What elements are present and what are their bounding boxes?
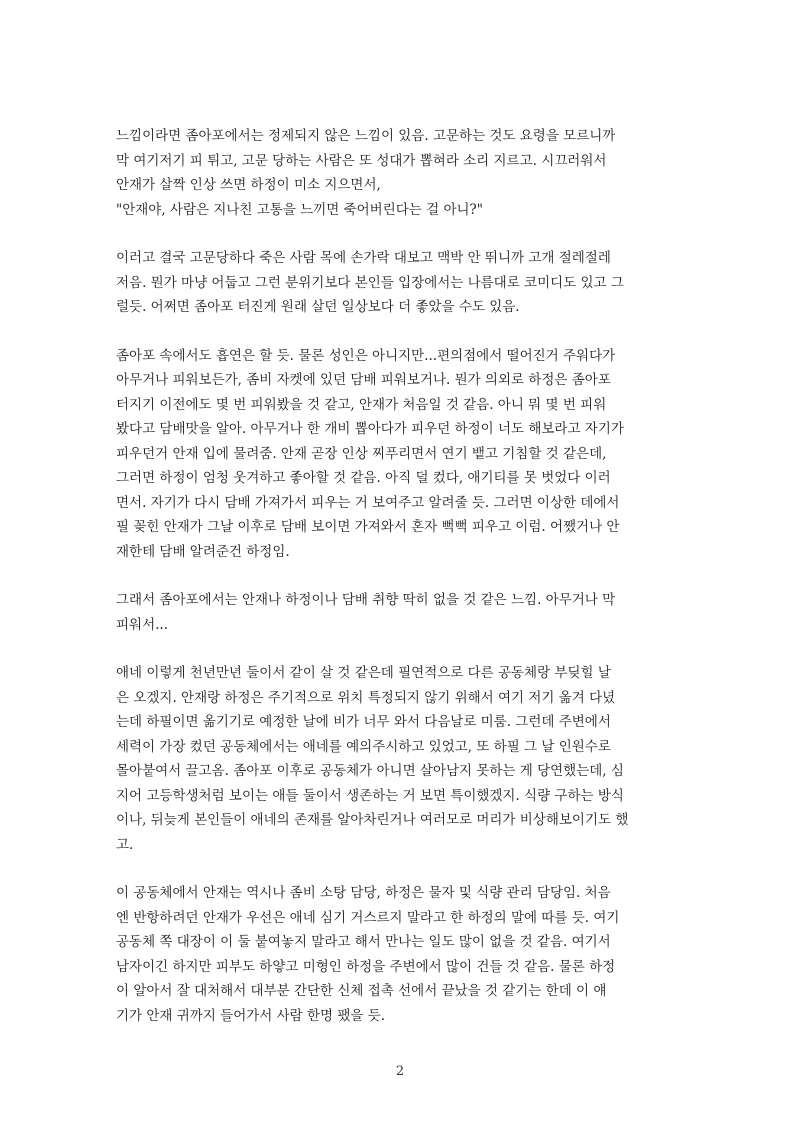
text-line: 아무거나 피워보든가, 좀비 자켓에 있던 담배 피워보거나. 뭔가 의외로 하정은 좀아포 xyxy=(116,372,611,388)
text-line: 그러면 하정이 엄청 웃겨하고 좋아할 것 같음. 아직 덜 컸다, 애기티를 못 벗었다 이러 xyxy=(116,470,611,486)
text-line: 이 알아서 잘 대처해서 대부분 간단한 신체 접촉 선에서 끝났을 것 같기는 한데 이 얘 xyxy=(116,983,607,999)
text-line: 은 오겠지. 안재랑 하정은 주기적으로 위치 특정되지 않기 위해서 여기 저기 옮겨 다녔 xyxy=(116,689,616,706)
text-line: 좀아포 속에서도 흡연은 할 듯. 물론 성인은 아니지만...편의점에서 떨어진거 주워다가 xyxy=(116,347,616,364)
paragraph-1 xyxy=(116,124,688,222)
text-line: 기가 안재 귀까지 들어가서 사람 한명 팼을 듯. xyxy=(116,1007,386,1024)
text-line: 느낌이라면 좀아포에서는 정제되지 않은 느낌이 있음. 고문하는 것도 요령을 모르니까 xyxy=(116,128,616,144)
text-line: 필 꽂힌 안재가 그날 이후로 담배 보이면 가져와서 혼자 뻑뻑 피우고 이럼. 어쨌거나 안 xyxy=(116,519,620,535)
paragraph-2 xyxy=(116,246,688,320)
text-line: 면서. 자기가 다시 담배 가져가서 피우는 거 보여주고 알려줄 듯. 그러면 이상한 데에서 xyxy=(116,494,620,511)
text-line: 애네 이렇게 천년만년 둘이서 같이 살 것 같은데 필연적으로 다른 공동체랑 부딪힐 날 xyxy=(116,665,611,681)
text-line: 이러고 결국 고문당하다 죽은 사람 목에 손가락 대보고 맥박 안 뛰니까 고개 절레절레 xyxy=(116,250,611,266)
text-line: 몰아붙여서 끌고옴. 좀아포 이후로 공동체가 아니면 살아남지 못하는 게 당연했는데, 심 xyxy=(116,763,624,779)
text-line: 고. xyxy=(116,836,134,853)
text-line: 남자이긴 하지만 피부도 하얗고 미형인 하정을 주변에서 많이 건들 것 같음. 물론 하정 xyxy=(116,958,616,975)
paragraph-4 xyxy=(116,588,688,637)
paragraph-6 xyxy=(116,881,688,1028)
text-line: 세력이 가장 컸던 공동체에서는 애네를 예의주시하고 있었고, 또 하필 그 날 인원수로 xyxy=(116,738,611,755)
text-line: 피워서... xyxy=(116,616,168,633)
text-line: 피우던거 안재 입에 물려줌. 안재 곧장 인상 찌푸리면서 연기 뱉고 기침할 것 같은데, xyxy=(116,445,607,462)
text-line: 안재가 살짝 인상 쓰면 하정이 미소 지으면서, xyxy=(116,177,381,193)
body-text xyxy=(116,124,688,1052)
text-line: 지어 고등학생처럼 보이는 애들 둘이서 생존하는 거 보면 특이했겠지. 식량 구하는 방식 xyxy=(116,787,624,804)
text-line: 재한테 담배 알려준건 하정임. xyxy=(116,543,290,560)
text-line: 는데 하필이면 옮기기로 예정한 날에 비가 너무 와서 다음날로 미룸. 그런데 주변에서 xyxy=(116,714,611,730)
text-line: 그래서 좀아포에서는 안재나 하정이나 담배 취향 딱히 없을 것 같은 느낌. 아무거나 막 xyxy=(116,592,616,608)
text-line: "안재야, 사람은 지나친 고통을 느끼면 죽어버린다는 걸 아니?" xyxy=(116,201,483,218)
text-line: 엔 반항하려던 안재가 우선은 애네 심기 거스르지 말라고 한 하정의 말에 따를 듯. 여기 xyxy=(116,909,620,926)
text-line: 터지기 이전에도 몇 번 피워봤을 것 같고, 안재가 처음일 것 같음. 아니 뭐 몇 번 피워 xyxy=(116,396,607,413)
text-line: 이나, 뒤늦게 본인들이 애네의 존재를 알아차린거나 여러모로 머리가 비상해보이기도 했 xyxy=(116,812,629,828)
text-line: 이 공동체에서 안재는 역시나 좀비 소탕 담당, 하정은 물자 및 식량 관리 담당임. 처음 xyxy=(116,885,611,901)
text-line: 럴듯. 어쩌면 좀아포 터진게 원래 살던 일상보다 더 좋았을 수도 있음. xyxy=(116,299,520,315)
paragraph-3 xyxy=(116,344,688,565)
text-line: 봤다고 담배맛을 알아. 아무거나 한 개비 뽑아다가 피우던 하정이 너도 해보라고 자기가 xyxy=(116,421,624,437)
paragraph-5 xyxy=(116,661,688,857)
text-line: 공동체 쪽 대장이 이 둘 붙여놓지 말라고 해서 만나는 일도 많이 없을 것 같음. 여기서 xyxy=(116,934,611,950)
text-line: 저음. 뭔가 마냥 어둡고 그런 분위기보다 본인들 입장에서는 나름대로 코미디도 있고 그 xyxy=(116,274,624,291)
page-number: 2 xyxy=(395,1064,405,1079)
text-line: 막 여기저기 피 튀고, 고문 당하는 사람은 또 성대가 뽑혀라 소리 지르고. 시끄러워서 xyxy=(116,152,607,169)
